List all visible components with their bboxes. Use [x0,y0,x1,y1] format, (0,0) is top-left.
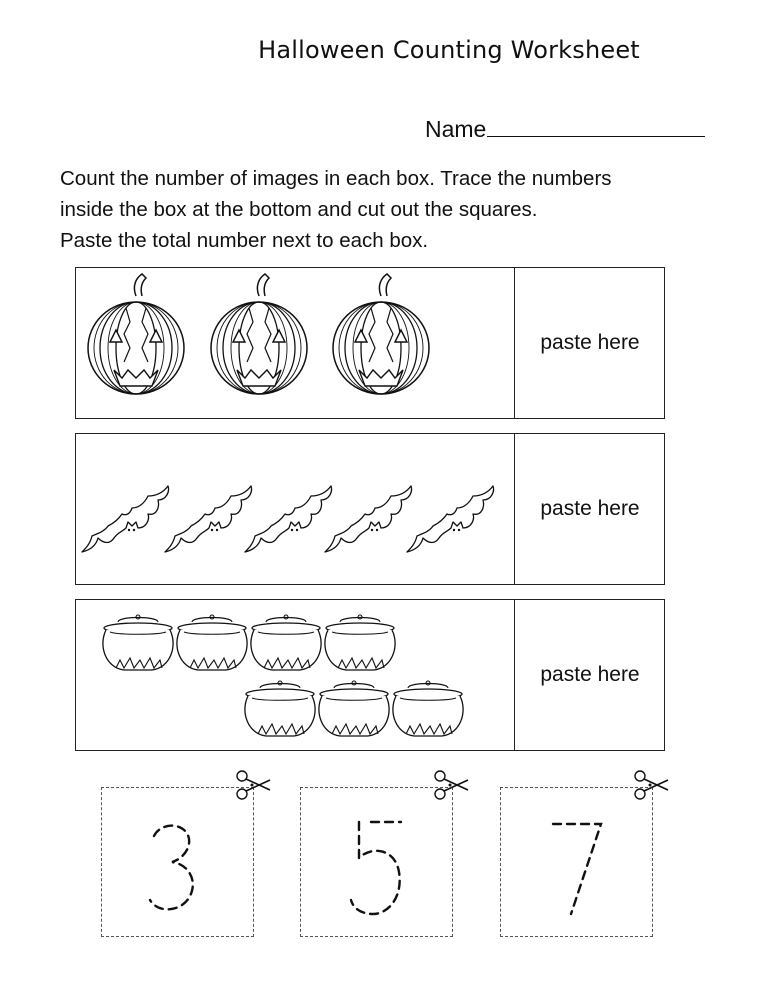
cauldron-icon [319,681,389,736]
paste-here-label: paste here [540,663,640,686]
cauldron-icon [103,615,173,670]
counting-row-cauldrons [75,599,665,751]
row-divider [514,268,515,418]
instructions [60,163,740,256]
pumpkin-icon [88,274,184,394]
trace-number-7 [501,788,654,938]
worksheet-title: Halloween Counting Worksheet [258,36,640,64]
cauldron-icon [393,681,463,736]
paste-here-box[interactable] [516,600,664,750]
cauldron-icon [251,615,321,670]
paste-here-box[interactable] [516,268,664,418]
bat-group [76,434,514,584]
scissors-icon [434,770,474,802]
pumpkin-icon [333,274,429,394]
instruction-line: inside the box at the bottom and cut out the squares. [60,198,538,221]
trace-number-5 [301,788,454,938]
bat-icon [165,486,252,552]
bat-icon [325,486,412,552]
instruction-line: Paste the total number next to each box. [60,229,429,252]
name-label: Name [425,116,487,142]
scissors-icon [236,770,276,802]
cauldron-icon [177,615,247,670]
pumpkin-icon [211,274,307,394]
bat-icon [245,486,332,552]
counting-row-bats [75,433,665,585]
cauldron-icon [325,615,395,670]
cauldron-group [76,600,514,750]
name-field [425,116,705,143]
cauldron-icon [245,681,315,736]
cutout-card-7[interactable] [500,787,653,937]
cutout-card-3[interactable] [101,787,254,937]
name-blank-line [487,116,705,137]
instruction-line: Count the number of images in each box. Trace the numbers [60,167,612,190]
row-divider [514,600,515,750]
counting-row-pumpkins [75,267,665,419]
scissors-icon [634,770,674,802]
row-divider [514,434,515,584]
trace-number-3 [102,788,255,938]
pumpkin-group [76,268,514,418]
cutout-card-5[interactable] [300,787,453,937]
paste-here-label: paste here [540,331,640,354]
paste-here-label: paste here [540,497,640,520]
bat-icon [407,486,494,552]
paste-here-box[interactable] [516,434,664,584]
bat-icon [82,486,169,552]
